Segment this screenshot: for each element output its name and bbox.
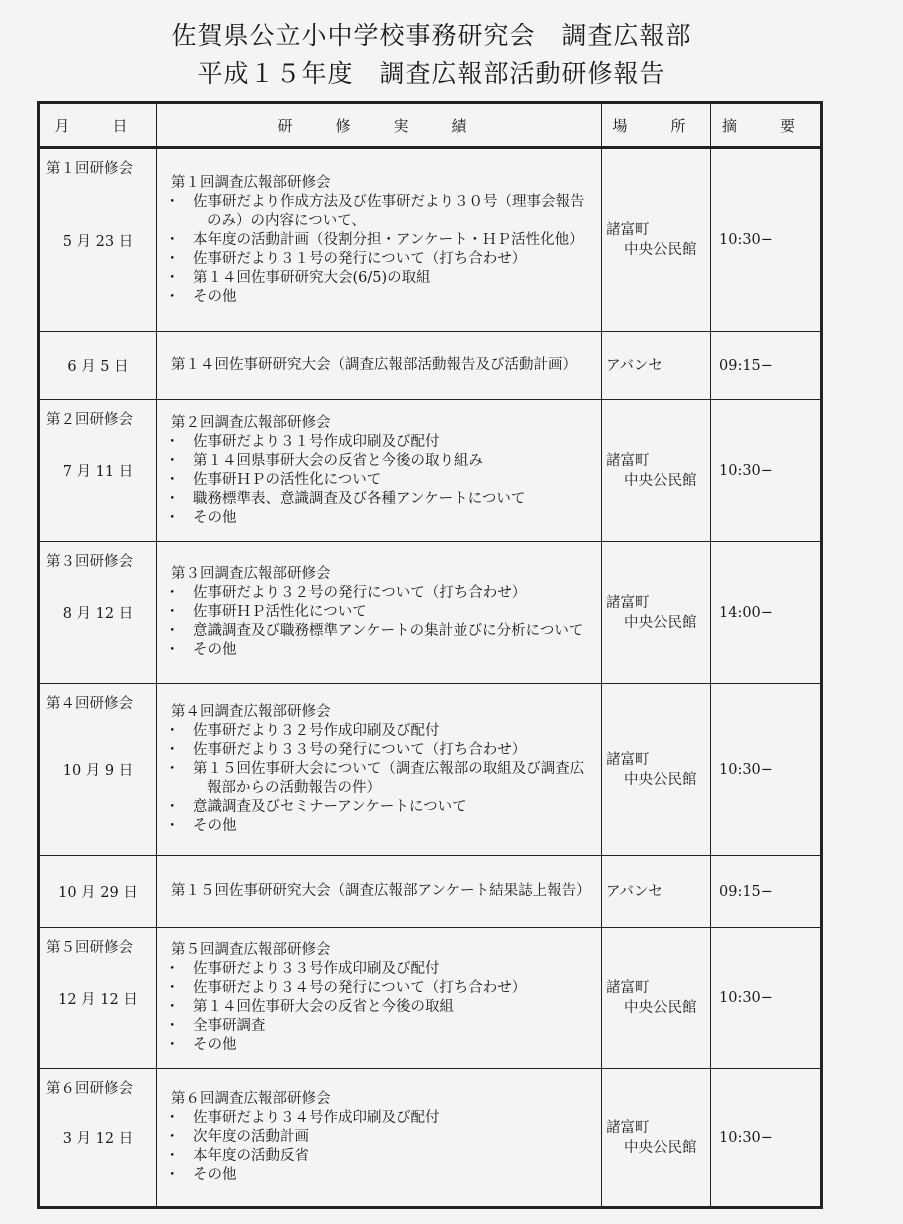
activity-item: ・ 本年度の活動反省	[193, 1147, 595, 1166]
start-time: 09:15−	[719, 883, 773, 900]
place-line1: 諸富町	[606, 980, 650, 996]
activity-items	[171, 722, 595, 836]
meeting-number: 第６回研修会	[46, 1081, 133, 1097]
activity-cell	[157, 1069, 602, 1208]
place-cell	[602, 684, 711, 856]
document-subtitle: 平成１５年度 調査広報部活動研修報告	[197, 59, 666, 88]
activity-cell	[157, 148, 602, 332]
activity-item: ・ 佐事研だより３４号の発行について（打ち合わせ）	[193, 979, 595, 998]
place-line1: アバンセ	[606, 357, 663, 374]
activity-cell	[157, 684, 602, 856]
activity-item: ・ 第１４回佐事研大会の反省と今後の取組	[193, 998, 595, 1017]
activity-cell	[157, 332, 602, 400]
activity-heading: 第１５回佐事研研究大会（調査広報部アンケート結果誌上報告）	[171, 883, 591, 899]
document-title: 佐賀県公立小中学校事務研究会 調査広報部	[171, 21, 692, 50]
place-cell	[602, 856, 711, 928]
activity-heading: 第６回調査広報部研修会	[171, 1091, 331, 1107]
activity-item: ・ 佐事研だより３２号の発行について（打ち合わせ）	[193, 584, 595, 603]
column-header-place: 場 所	[602, 103, 711, 148]
activity-items	[171, 193, 595, 307]
place-line1: 諸富町	[606, 751, 650, 768]
activity-item: ・ 佐事研ＨＰの活性化について	[193, 471, 595, 490]
start-time: 10:30−	[719, 990, 773, 1006]
activity-item: ・ 佐事研だより３１号作成印刷及び配付	[193, 433, 595, 452]
activity-item: ・ 次年度の活動計画	[193, 1128, 595, 1147]
activity-cell	[157, 856, 602, 928]
activity-cell	[157, 400, 602, 542]
note-cell	[711, 542, 822, 684]
activity-item: ・ その他	[193, 1036, 595, 1055]
meeting-number: 第５回研修会	[46, 940, 133, 956]
meeting-date: 10 月 9 日	[62, 763, 134, 779]
meeting-date: 8 月 12 日	[62, 606, 134, 622]
activity-item: ・ 職務標準表、意識調査及び各種アンケートについて	[193, 490, 595, 509]
activity-item: ・ その他	[193, 1166, 595, 1185]
meeting-number: 第２回研修会	[46, 412, 133, 428]
note-cell	[711, 684, 822, 856]
place-line1: 諸富町	[606, 594, 650, 611]
place-line2: 中央公民館	[624, 614, 697, 631]
note-cell	[711, 400, 822, 542]
activity-heading: 第２回調査広報部研修会	[171, 414, 331, 431]
activity-item: ・ その他	[193, 641, 595, 660]
start-time: 14:00−	[719, 604, 773, 621]
place-line1: 諸富町	[606, 452, 650, 469]
place-line1: 諸富町	[606, 222, 650, 238]
date-cell	[39, 1069, 157, 1208]
table-row	[39, 928, 822, 1069]
activity-items	[171, 960, 595, 1055]
table-row	[39, 332, 822, 400]
table-row	[39, 684, 822, 856]
activity-report-table	[37, 101, 823, 1209]
meeting-date: 5 月 23 日	[62, 233, 134, 250]
meeting-number: 第４回研修会	[46, 696, 133, 712]
activity-item: ・ 佐事研だより作成方法及び佐事研だより３０号（理事会報告のみ）の内容について、	[193, 193, 595, 231]
activity-heading: 第３回調査広報部研修会	[171, 566, 331, 582]
activity-item: ・ その他	[193, 509, 595, 528]
place-cell	[602, 1069, 711, 1208]
activity-items	[171, 1109, 595, 1185]
activity-heading: 第１回調査広報部研修会	[171, 174, 331, 191]
activity-heading: 第１４回佐事研研究大会（調査広報部活動報告及び活動計画）	[171, 357, 577, 373]
activity-items	[171, 584, 595, 660]
meeting-number: 第３回研修会	[46, 554, 133, 570]
activity-item: ・ 佐事研だより３３号作成印刷及び配付	[193, 960, 595, 979]
date-cell	[39, 684, 157, 856]
note-cell	[711, 332, 822, 400]
meeting-number: 第１回研修会	[46, 161, 133, 177]
meeting-date: 12 月 12 日	[58, 991, 138, 1008]
table-row	[39, 856, 822, 928]
place-cell	[602, 928, 711, 1069]
activity-heading: 第５回調査広報部研修会	[171, 942, 331, 958]
column-header-date: 月 日	[39, 103, 157, 148]
place-line2: 中央公民館	[624, 1139, 697, 1156]
start-time: 10:30−	[719, 1129, 773, 1146]
meeting-date: 10 月 29 日	[58, 885, 138, 901]
start-time: 10:30−	[719, 462, 773, 479]
activity-item: ・ その他	[193, 288, 595, 307]
date-cell	[39, 928, 157, 1069]
table-header-row	[39, 103, 822, 148]
meeting-date: 6 月 5 日	[67, 359, 129, 375]
place-line1: 諸富町	[606, 1119, 650, 1136]
activity-item: ・ 本年度の活動計画（役割分担・アンケート・ＨＰ活性化他）	[193, 231, 595, 250]
activity-item: ・ 佐事研だより３４号作成印刷及び配付	[193, 1109, 595, 1128]
start-time: 10:30−	[719, 761, 773, 778]
note-cell	[711, 928, 822, 1069]
note-cell	[711, 856, 822, 928]
place-line1: アバンセ	[606, 883, 663, 900]
table-row	[39, 1069, 822, 1208]
activity-item: ・ 佐事研だより３２号作成印刷及び配付	[193, 722, 595, 741]
place-line2: 中央公民館	[624, 1000, 697, 1016]
place-line2: 中央公民館	[624, 472, 697, 489]
activity-item: ・ 意識調査及び職務標準アンケートの集計並びに分析について	[193, 622, 595, 641]
start-time: 09:15−	[719, 357, 773, 374]
table-row	[39, 148, 822, 332]
place-cell	[602, 332, 711, 400]
activity-item: ・ 全事研調査	[193, 1017, 595, 1036]
start-time: 10:30−	[719, 232, 773, 248]
table-row	[39, 542, 822, 684]
date-cell	[39, 400, 157, 542]
place-cell	[602, 542, 711, 684]
activity-item: ・ 佐事研ＨＰ活性化について	[193, 603, 595, 622]
date-cell	[39, 332, 157, 400]
date-cell	[39, 542, 157, 684]
meeting-date: 7 月 11 日	[62, 464, 134, 480]
activity-item: ・ 第１４回佐事研研究大会(6/5)の取組	[193, 269, 595, 288]
table-row	[39, 400, 822, 542]
activity-item: ・ 佐事研だより３１号の発行について（打ち合わせ）	[193, 250, 595, 269]
place-line2: 中央公民館	[624, 771, 697, 788]
activity-item: ・ 佐事研だより３３号の発行について（打ち合わせ）	[193, 741, 595, 760]
place-line2: 中央公民館	[624, 242, 697, 258]
note-cell	[711, 148, 822, 332]
date-cell	[39, 148, 157, 332]
activity-heading: 第４回調査広報部研修会	[171, 704, 331, 720]
activity-items	[171, 433, 595, 528]
activity-item: ・ 第１４回県事研大会の反省と今後の取り組み	[193, 452, 595, 471]
place-cell	[602, 148, 711, 332]
note-cell	[711, 1069, 822, 1208]
date-cell	[39, 856, 157, 928]
activity-cell	[157, 928, 602, 1069]
meeting-date: 3 月 12 日	[62, 1131, 134, 1147]
activity-item: ・ 第１５回佐事研大会について（調査広報部の取組及び調査広報部からの活動報告の件）	[193, 760, 595, 798]
activity-cell	[157, 542, 602, 684]
column-header-activity: 研 修 実 績	[157, 103, 602, 148]
activity-item: ・ 意識調査及びセミナーアンケートについて	[193, 798, 595, 817]
column-header-note: 摘 要	[711, 103, 822, 148]
activity-item: ・ その他	[193, 817, 595, 836]
place-cell	[602, 400, 711, 542]
